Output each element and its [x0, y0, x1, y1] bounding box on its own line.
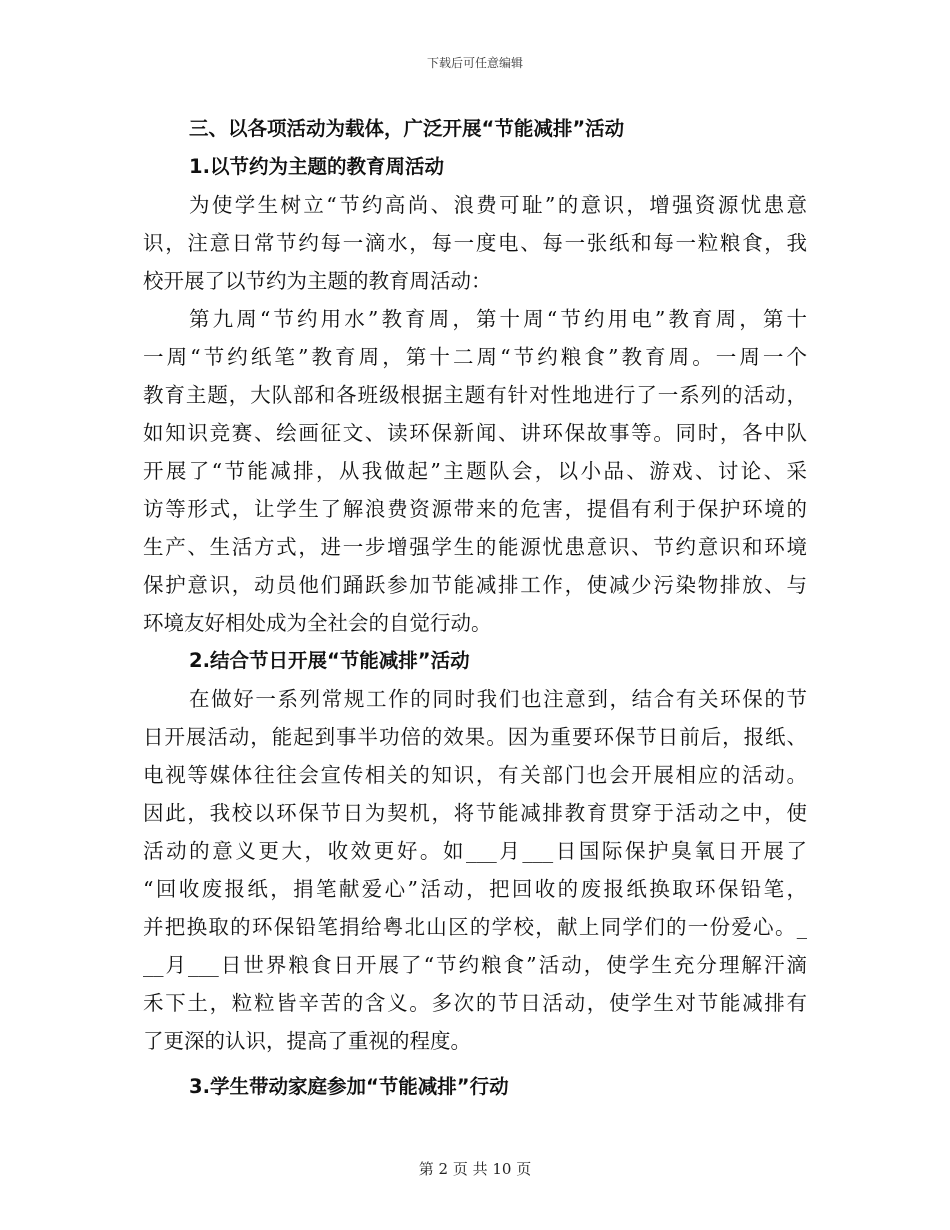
paragraph-line: __月___日世界粮食日开展了“节约粮食”活动，使学生充分理解汗滴 [143, 953, 807, 977]
paragraph-3 [143, 680, 807, 1060]
document-body [143, 110, 807, 1106]
paragraph-line: 环境友好相处成为全社会的自觉行动。 [143, 611, 492, 635]
paragraph-line: 在做好一系列常规工作的同时我们也注意到，结合有关环保的节 [189, 687, 807, 711]
paragraph-line: 并把换取的环保铅笔捐给粤北山区的学校，献上同学们的一份爱心。_ [143, 915, 807, 939]
paragraph-line: 一周“节约纸笔”教育周，第十二周“节约粮食”教育周。一周一个 [143, 345, 807, 369]
paragraph-line: 如知识竞赛、绘画征文、读环保新闻、讲环保故事等。同时，各中队 [143, 421, 807, 445]
paragraph-line: 识，注意日常节约每一滴水，每一度电、每一张纸和每一粒粮食，我 [143, 231, 807, 255]
paragraph-line: 校开展了以节约为主题的教育周活动： [143, 269, 492, 293]
subsection-1-title: 1.以节约为主题的教育周活动 [189, 155, 444, 178]
section-3-title: 三、以各项活动为载体，广泛开展“节能减排”活动 [189, 117, 625, 140]
header-note: 下载后可任意编辑 [426, 56, 523, 70]
paragraph-1 [143, 186, 807, 300]
spacer [143, 1060, 807, 1068]
paragraph-line: 开展了“节能减排，从我做起”主题队会，以小品、游戏、讨论、采 [143, 459, 807, 483]
paragraph-line: 保护意识，动员他们踊跃参加节能减排工作，使减少污染物排放、与 [143, 573, 807, 597]
paragraph-line: 因此，我校以环保节日为契机，将节能减排教育贯穿于活动之中，使 [143, 801, 807, 825]
paragraph-line: 禾下土，粒粒皆辛苦的含义。多次的节日活动，使学生对节能减排有 [143, 991, 807, 1015]
paragraph-line: 电视等媒体往往会宣传相关的知识，有关部门也会开展相应的活动。 [143, 763, 807, 787]
paragraph-line: “回收废报纸，捐笔献爱心”活动，把回收的废报纸换取环保铅笔， [143, 877, 807, 901]
subsection-2-title: 2.结合节日开展“节能减排”活动 [189, 649, 470, 672]
subsection-3-title: 3.学生带动家庭参加“节能减排”行动 [189, 1075, 509, 1098]
paragraph-line: 日开展活动，能起到事半功倍的效果。因为重要环保节日前后，报纸、 [143, 725, 807, 749]
paragraph-line: 生产、生活方式，进一步增强学生的能源忧患意识、节约意识和环境 [143, 535, 807, 559]
paragraph-line: 为使学生树立“节约高尚、浪费可耻”的意识，增强资源忧患意 [189, 193, 807, 217]
paragraph-line: 了更深的认识，提高了重视的程度。 [143, 1029, 471, 1053]
paragraph-line: 教育主题，大队部和各班级根据主题有针对性地进行了一系列的活动， [143, 383, 807, 407]
paragraph-line: 第九周“节约用水”教育周，第十周“节约用电”教育周，第十 [189, 307, 807, 331]
paragraph-line: 活动的意义更大，收效更好。如___月___日国际保护臭氧日开展了 [143, 839, 807, 863]
paragraph-2 [143, 300, 807, 642]
paragraph-line: 访等形式，让学生了解浪费资源带来的危害，提倡有利于保护环境的 [143, 497, 807, 521]
page-number: 第 2 页 共 10 页 [418, 1160, 532, 1178]
